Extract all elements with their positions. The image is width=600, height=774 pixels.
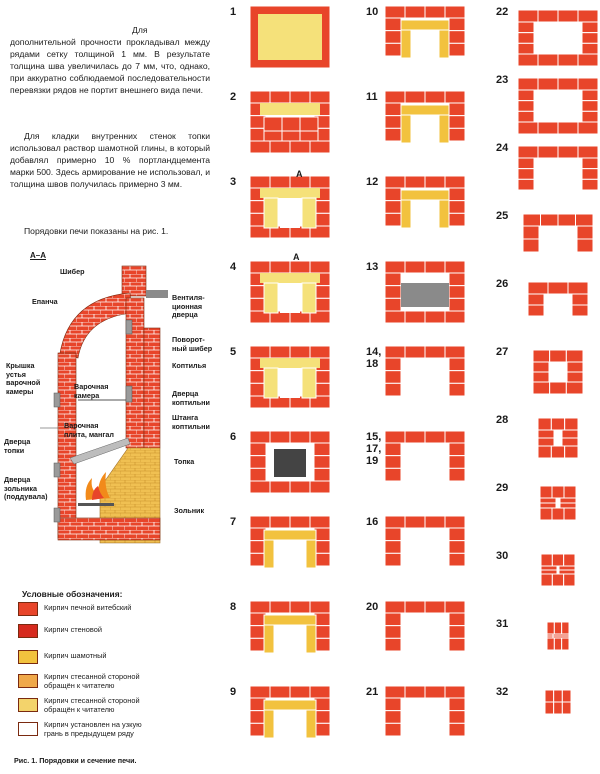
- row-diagram: [250, 516, 330, 578]
- label-ash-door: Дверца зольника (поддувала): [4, 475, 48, 501]
- row-diagram: [385, 431, 465, 493]
- label-rot-shiber: Поворот- ный шибер: [172, 335, 213, 353]
- legend: Кирпич печной витебский Кирпич стеновой Кирпич шамотный Кирпич стесанной стороной обращён к читателю Кирпич стесанной стороной обращён к читателю Кирпич установлен на узкую грань в предыдущем ряду: [18, 600, 218, 740]
- swatch-beveled-brick: [18, 674, 38, 688]
- row-diagram: [385, 686, 465, 748]
- row-diagram: [518, 10, 598, 66]
- row-diagram: [250, 601, 330, 663]
- row-diagram: [540, 486, 576, 520]
- row-number: 30: [496, 550, 509, 562]
- row-diagram: [385, 176, 465, 238]
- label-firebox-door: Дверца топки: [4, 437, 31, 455]
- intro-paragraph-1: Для дополнительной прочности прокладывал между рядами сетку толщиной 1 мм. В результате толщина шва увеличилась до 7 мм, что, однако, при аккуратно соблюдаемой последовательности перевязки рядов не портит внешнего вида печи.: [10, 25, 210, 96]
- row-number: 16: [366, 516, 379, 528]
- row-number: 29: [496, 482, 509, 494]
- row-number: 12: [366, 176, 379, 188]
- label-shiber: Шибер: [60, 267, 85, 276]
- row-number: 23: [496, 74, 509, 86]
- row-diagram: [547, 622, 569, 650]
- row-diagram: [541, 554, 575, 586]
- row-diagram: [528, 282, 588, 328]
- swatch-fireclay-brick: [18, 650, 38, 664]
- row-number: 15, 17, 19: [366, 431, 382, 467]
- section-mark: А: [296, 169, 303, 179]
- figure-caption: Рис. 1. Порядовки и сечение печи.: [14, 756, 137, 765]
- row-number: 1: [230, 6, 237, 18]
- label-cooking-chamber: Варочная камера: [74, 382, 109, 400]
- row-diagram: [523, 214, 593, 264]
- label-plate: Варочная плита, мангал: [64, 421, 114, 439]
- row-diagram: [385, 6, 465, 68]
- row-diagram: [250, 686, 330, 748]
- row-number: 31: [496, 618, 509, 630]
- section-mark: А: [293, 252, 300, 262]
- swatch-edge-brick: [18, 722, 38, 736]
- row-number: 32: [496, 686, 509, 698]
- row-number: 24: [496, 142, 509, 154]
- row-diagram: [518, 78, 598, 134]
- row-number: 5: [230, 346, 237, 358]
- row-diagram: [538, 418, 578, 458]
- legend-title: Условные обозначения:: [22, 589, 123, 599]
- row-number: 27: [496, 346, 509, 358]
- swatch-stove-brick: [18, 602, 38, 616]
- section-title: А–А: [30, 251, 47, 260]
- row-number: 3: [230, 176, 237, 188]
- label-lid: Крышка устья варочной камеры: [6, 361, 41, 396]
- row-number: 22: [496, 6, 509, 18]
- label-epancha: Епанча: [32, 297, 58, 306]
- row-diagram: [250, 261, 330, 323]
- row-diagram: [545, 690, 571, 714]
- swatch-beveled-brick-2: [18, 698, 38, 712]
- row-number: 14, 18: [366, 346, 382, 370]
- row-number: 8: [230, 601, 237, 613]
- row-number: 9: [230, 686, 237, 698]
- swatch-wall-brick: [18, 624, 38, 638]
- label-rod: Штанга коптильни: [172, 413, 210, 431]
- row-diagram: [250, 176, 330, 238]
- row-number: 28: [496, 414, 509, 426]
- firebox-door-icon: [54, 463, 60, 477]
- label-koptilya: Коптилья: [172, 361, 207, 370]
- label-smoke-door: Дверца коптильни: [172, 389, 210, 407]
- row-diagram: [250, 346, 330, 408]
- label-vent-door: Вентиля- ционная дверца: [172, 293, 205, 319]
- row-diagram: [385, 516, 465, 578]
- row-diagram: [250, 91, 330, 153]
- row-diagram: [518, 146, 598, 202]
- label-firebox: Топка: [174, 457, 195, 466]
- row-number: 26: [496, 278, 509, 290]
- row-number: 20: [366, 601, 379, 613]
- lid-icon: [54, 393, 60, 407]
- row-diagram: [533, 350, 583, 394]
- row-number: 2: [230, 91, 237, 103]
- row-diagram: [385, 346, 465, 408]
- row-number: 10: [366, 6, 379, 18]
- row-number: 7: [230, 516, 237, 528]
- row-diagram: [385, 601, 465, 663]
- row-number: 25: [496, 210, 509, 222]
- row-number: 13: [366, 261, 379, 273]
- row-number: 6: [230, 431, 237, 443]
- row-number: 21: [366, 686, 379, 698]
- row-number: 4: [230, 261, 237, 273]
- ash-door-icon: [54, 508, 60, 522]
- row-number: 11: [366, 91, 378, 103]
- row-diagram: [385, 261, 465, 323]
- row-diagram: [385, 91, 465, 153]
- row-diagram: [250, 6, 330, 68]
- row-diagram: [250, 431, 330, 493]
- label-ashpit: Зольник: [174, 506, 205, 515]
- intro-paragraph-3: Порядовки печи показаны на рис. 1.: [24, 226, 169, 236]
- intro-paragraph-2: Для кладки внутренних стенок топки использовал раствор шамотной глины, в который добавлял примерно 10 % портландцемента марки 500. Здесь армирование не использовал, и толщина швов получилась примерно 3 мм.: [10, 131, 210, 190]
